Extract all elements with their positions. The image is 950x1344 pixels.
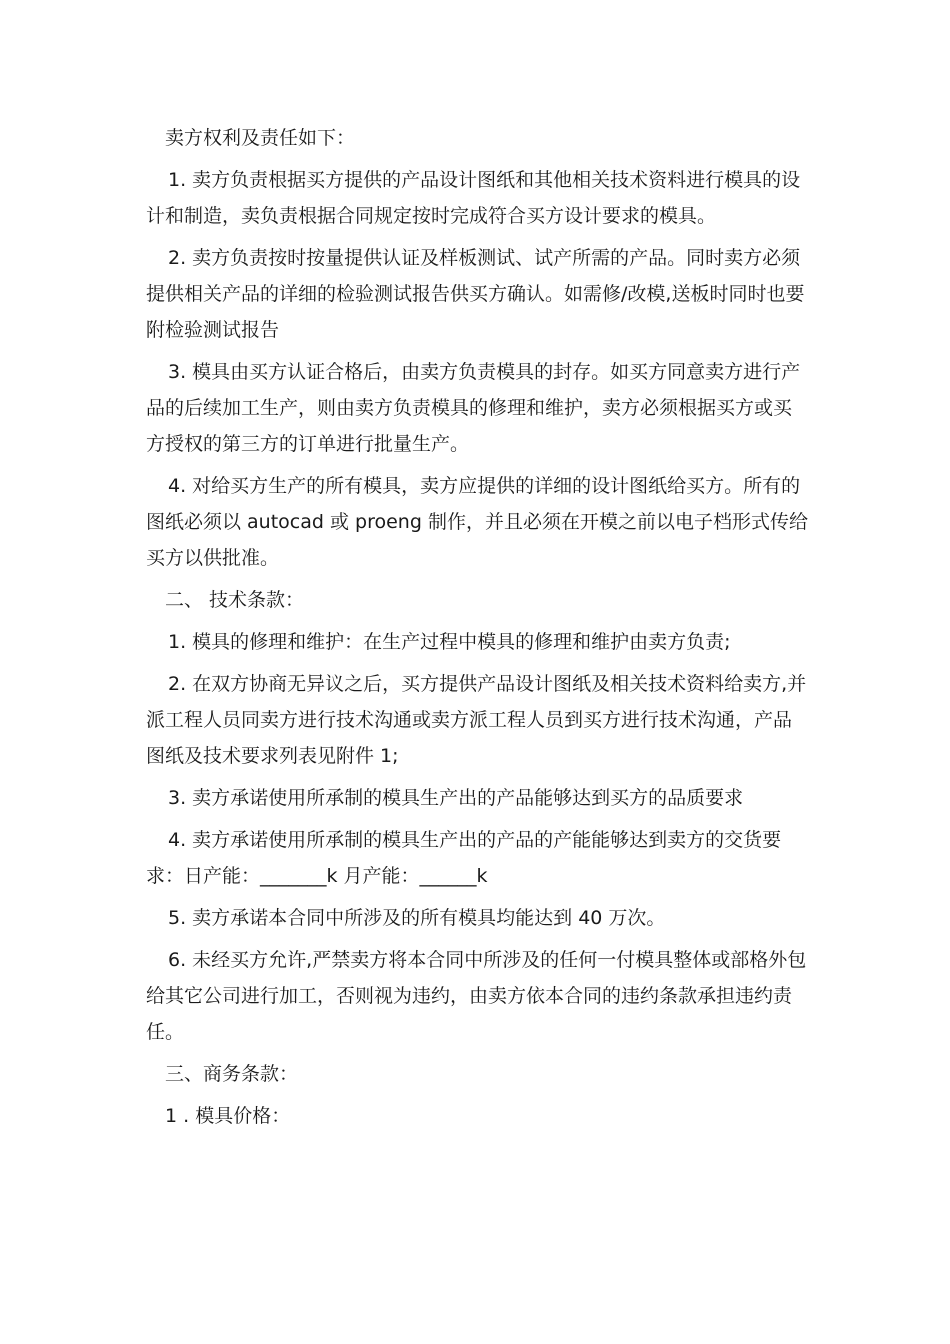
document-body (146, 120, 810, 1140)
seller-duty-item-1: 1. 卖方负责根据买方提供的产品设计图纸和其他相关技术资料进行模具的设计和制造，卖负责根据合同规定按时完成符合买方设计要求的模具。 (146, 169, 801, 227)
seller-duty-item-3: 3. 模具由买方认证合格后，由卖方负责模具的封存。如买方同意卖方进行产品的后续加工生产，则由卖方负责模具的修理和维护，卖方必须根据买方或买方授权的第三方的订单进行批量生产。 (146, 361, 801, 455)
technical-item-5: 5. 卖方承诺本合同中所涉及的所有模具均能达到 40 万次。 (168, 907, 666, 929)
seller-duty-item-2: 2. 卖方负责按时按量提供认证及样板测试、试产所需的产品。同时卖方必须提供相关产品的详细的检验测试报告供买方确认。如需修/改模,送板时同时也要附检验测试报告 (146, 247, 805, 341)
section-intro-heading: 卖方权利及责任如下： (165, 127, 356, 149)
seller-duty-item-4: 4. 对给买方生产的所有模具，卖方应提供的详细的设计图纸给买方。所有的图纸必须以 autocad 或 proeng 制作，并且必须在开模之前以电子档形式传给买方以供批准。 (146, 475, 808, 569)
section-technical-heading: 二、 技术条款： (165, 589, 305, 611)
commercial-item-1-heading: 1 . 模具价格： (165, 1105, 291, 1127)
technical-item-2: 2. 在双方协商无异议之后，买方提供产品设计图纸及相关技术资料给卖方,并派工程人员同卖方进行技术沟通或卖方派工程人员到买方进行技术沟通，产品图纸及技术要求列表见附件 1; (146, 673, 807, 767)
section-commercial-heading: 三、商务条款： (165, 1063, 299, 1085)
technical-item-3: 3. 卖方承诺使用所承制的模具生产出的产品能够达到买方的品质要求 (168, 787, 744, 809)
technical-item-6: 6. 未经买方允许,严禁卖方将本合同中所涉及的任何一付模具整体或部格外包给其它公司进行加工，否则视为违约，由卖方依本合同的违约条款承担违约责任。 (146, 949, 807, 1043)
technical-item-4: 4. 卖方承诺使用所承制的模具生产出的产品的产能能够达到卖方的交货要求：日产能：_______k 月产能：______k (146, 829, 782, 887)
technical-item-1: 1. 模具的修理和维护：在生产过程中模具的修理和维护由卖方负责; (168, 631, 731, 653)
